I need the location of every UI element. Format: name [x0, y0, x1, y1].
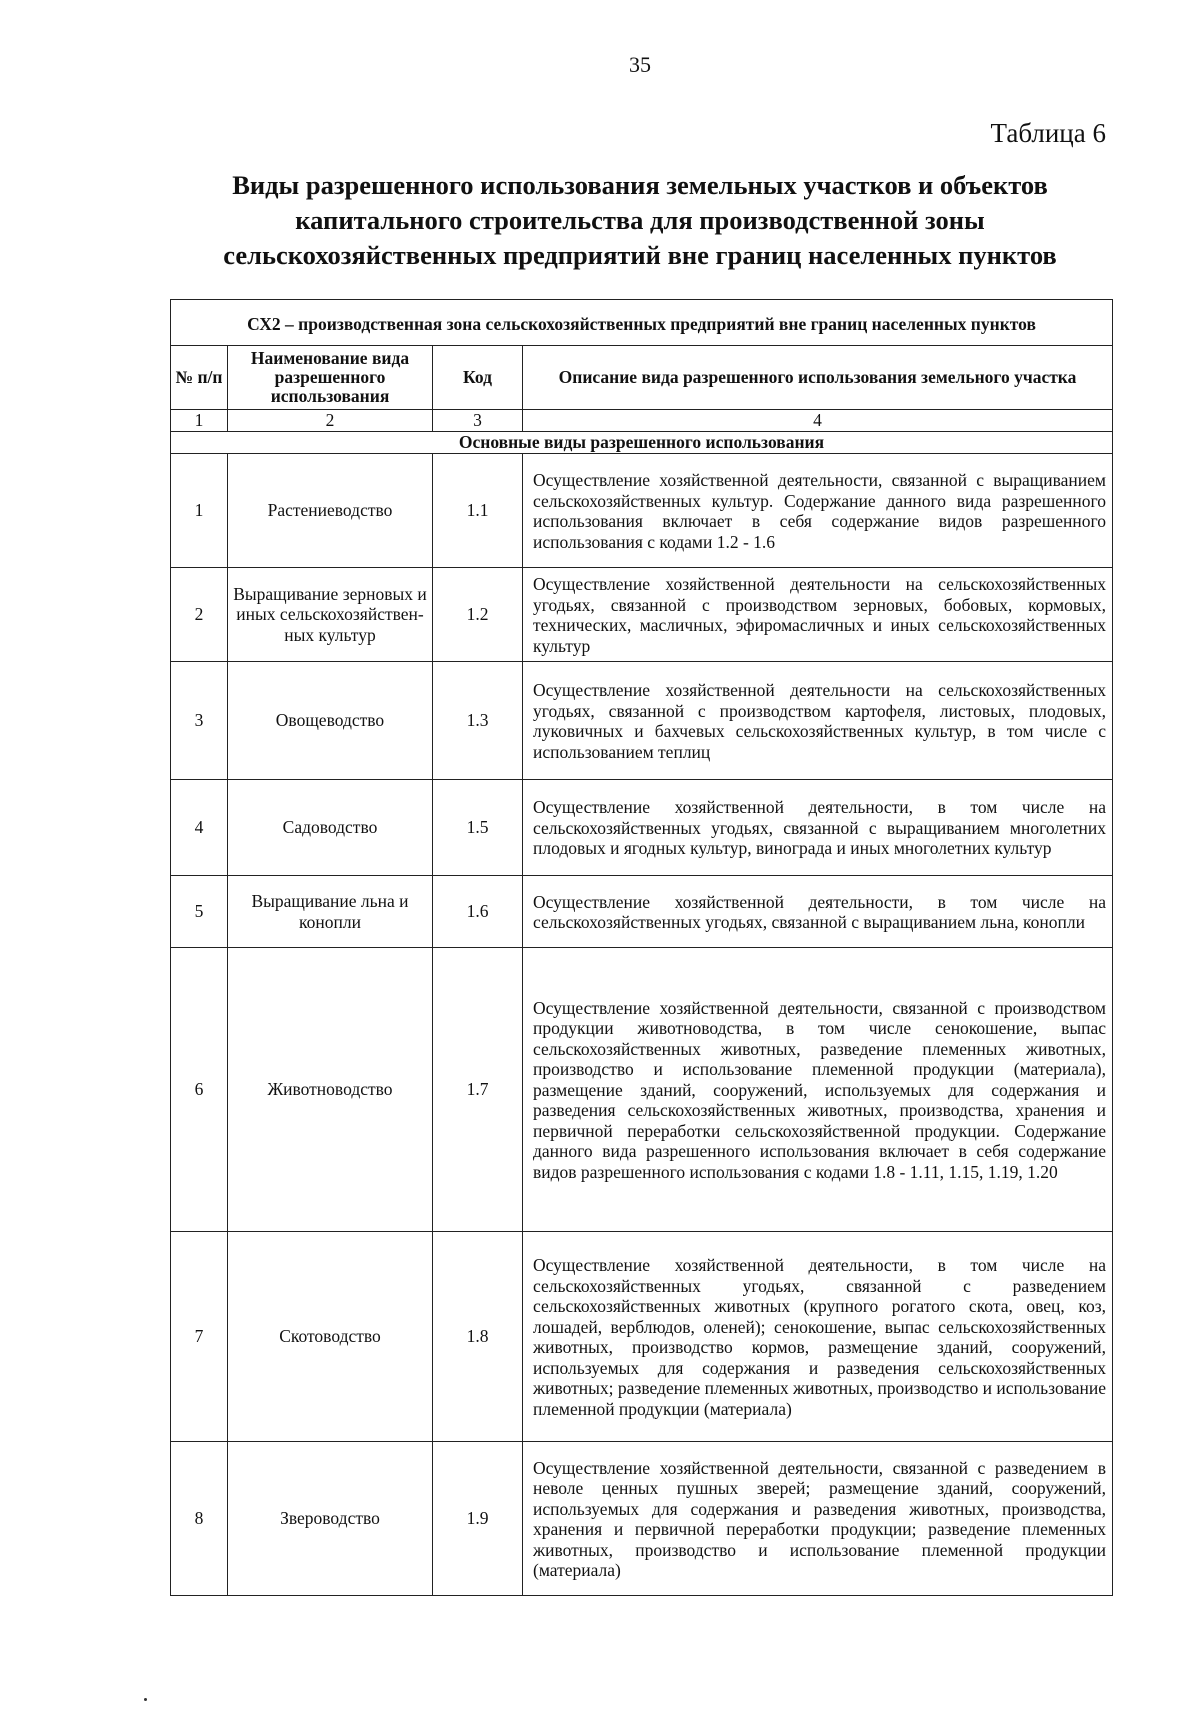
row-number: 2	[171, 568, 228, 662]
row-number: 1	[171, 454, 228, 568]
column-header-code: Код	[433, 346, 523, 410]
zone-header: СХ2 – производственная зона сельскохозяйственных предприятий вне границ населенных пунктов	[171, 300, 1113, 346]
table-row	[171, 780, 1113, 876]
use-type-description: Осуществление хозяйственной деятельности, связанной с производством продукции животноводства, в том числе сенокошение, выпас сельскохозяйственных животных, разведение племенных животных, производство и использование племенной продукции (материала), размещение зданий, сооружений, используемых для содержания и разведения сельскохозяйственных животных, производства, хранения и первичной переработки сельскохозяйственной продукции. Содержание данного вида разрешенного использования включает в себя содержание видов разрешенного использования с кодами 1.8 - 1.11, 1.15, 1.19, 1.20	[523, 948, 1113, 1232]
table-row	[171, 662, 1113, 780]
use-type-code: 1.9	[433, 1442, 523, 1596]
section-row	[171, 432, 1113, 454]
table-row	[171, 454, 1113, 568]
use-type-code: 1.3	[433, 662, 523, 780]
section-title: Основные виды разрешенного использования	[171, 432, 1113, 454]
column-number: 2	[228, 410, 433, 432]
use-type-code: 1.6	[433, 876, 523, 948]
scan-speck	[144, 1698, 147, 1701]
column-header-name: Наименование вида разрешенного использования	[228, 346, 433, 410]
use-type-description: Осуществление хозяйственной деятельности, в том числе на сельскохозяйственных угодьях, связанной с разведением сельскохозяйственных животных (крупного рогатого скота, овец, коз, лошадей, верблюдов, оленей); сенокошение, выпас сельскохозяйственных животных, производство кормов, размещение зданий, сооружений, используемых для содержания и разведения сельскохозяйственных животных; разведение племенных животных, производство и использование племенной продукции (материала)	[523, 1232, 1113, 1442]
use-type-name: Овощеводство	[228, 662, 433, 780]
row-number: 4	[171, 780, 228, 876]
use-type-description: Осуществление хозяйственной деятельности на сельскохозяйственных угодьях, связанной с производством картофеля, листовых, плодовых, луковичных и бахчевых сельскохозяйственных культур, в том числе с использованием теплиц	[523, 662, 1113, 780]
land-use-table	[170, 299, 1113, 1596]
document-title: Виды разрешенного использования земельных участков и объектов капитального строительства для производственной зоны сельскохозяйственных предприятий вне границ населенных пунктов	[223, 170, 1057, 270]
use-type-code: 1.8	[433, 1232, 523, 1442]
use-type-code: 1.1	[433, 454, 523, 568]
use-type-code: 1.5	[433, 780, 523, 876]
column-header-row	[171, 346, 1113, 410]
use-type-description: Осуществление хозяйственной деятельности, в том числе на сельскохозяйственных угодьях, связанной с выращиванием льна, конопли	[523, 876, 1113, 948]
table-row	[171, 1232, 1113, 1442]
column-numbers-row	[171, 410, 1113, 432]
table-label: Таблица 6	[990, 118, 1106, 148]
use-type-name: Животноводство	[228, 948, 433, 1232]
use-type-name: Садоводство	[228, 780, 433, 876]
row-number: 7	[171, 1232, 228, 1442]
column-header-num: № п/п	[171, 346, 228, 410]
use-type-code: 1.7	[433, 948, 523, 1232]
row-number: 8	[171, 1442, 228, 1596]
use-type-name: Выращивание льна и конопли	[228, 876, 433, 948]
table-row	[171, 1442, 1113, 1596]
use-type-name: Выращивание зерновых и иных сельскохозяйствен-ных культур	[228, 568, 433, 662]
row-number: 5	[171, 876, 228, 948]
use-type-description: Осуществление хозяйственной деятельности на сельскохозяйственных угодьях, связанной с производством зерновых, бобовых, кормовых, технических, масличных, эфиромасличных и иных сельскохозяйственных культур	[523, 568, 1113, 662]
use-type-name: Растениеводство	[228, 454, 433, 568]
use-type-name: Скотоводство	[228, 1232, 433, 1442]
page-number: 35	[629, 52, 651, 77]
use-type-code: 1.2	[433, 568, 523, 662]
column-number: 3	[433, 410, 523, 432]
column-header-description: Описание вида разрешенного использования земельного участка	[523, 346, 1113, 410]
use-type-description: Осуществление хозяйственной деятельности, в том числе на сельскохозяйственных угодьях, связанной с выращиванием многолетних плодовых и ягодных культур, винограда и иных многолетних культур	[523, 780, 1113, 876]
zone-header-row	[171, 300, 1113, 346]
column-number: 1	[171, 410, 228, 432]
use-type-description: Осуществление хозяйственной деятельности, связанной с выращиванием сельскохозяйственных культур. Содержание данного вида разрешенного использования включает в себя содержание видов разрешенного использования с кодами 1.2 - 1.6	[523, 454, 1113, 568]
row-number: 3	[171, 662, 228, 780]
row-number: 6	[171, 948, 228, 1232]
use-type-description: Осуществление хозяйственной деятельности, связанной с разведением в неволе ценных пушных зверей; размещение зданий, сооружений, используемых для содержания и разведения животных, производства, хранения и первичной переработки продукции; разведение племенных животных, производство и использование племенной продукции (материала)	[523, 1442, 1113, 1596]
table-row	[171, 568, 1113, 662]
use-type-name: Звероводство	[228, 1442, 433, 1596]
column-number: 4	[523, 410, 1113, 432]
table-row	[171, 948, 1113, 1232]
table-row	[171, 876, 1113, 948]
